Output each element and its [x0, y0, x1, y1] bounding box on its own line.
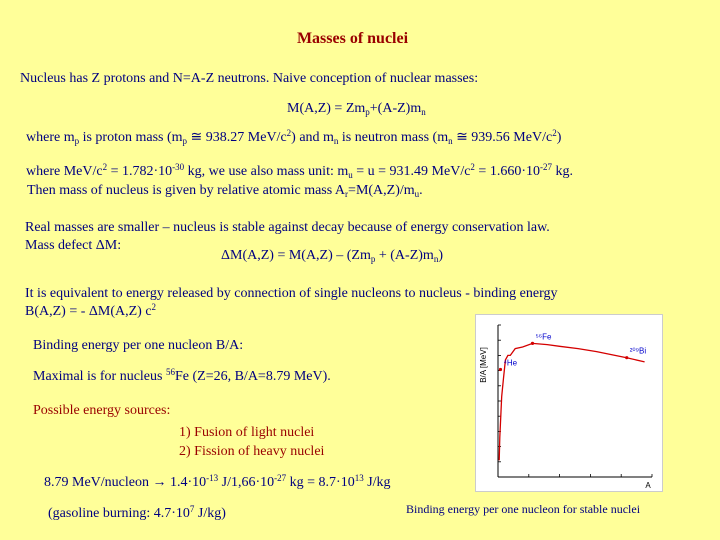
- intro-text: Nucleus has Z protons and N=A-Z neutrons. Naive conception of nuclear masses:: [20, 71, 479, 86]
- y-axis-label: B/A [MeV]: [479, 347, 488, 383]
- nucleus-label: ⁵⁶Fe: [535, 332, 552, 342]
- binding-energy-curve: [499, 343, 644, 460]
- chart-svg: [476, 315, 662, 491]
- naive-mass-formula: $M(A,Z) = Zm_p+(A-Z)m_n$: [287, 101, 426, 117]
- energy-sources-title: Possible energy sources:: [33, 403, 171, 418]
- gasoline-comparison: (gasoline burning: $4.7\cdot 10^7$ J/kg): [48, 504, 226, 521]
- source-fusion: 1) Fusion of light nuclei: [179, 425, 315, 440]
- nucleus-label: ⁴He: [503, 358, 518, 368]
- binding-energy-definition: B(A,Z) = - ΔM(A,Z) $c^2$: [25, 302, 157, 319]
- real-masses-text: Real masses are smaller – nucleus is stable against decay because of energy conservation law.: [25, 220, 550, 235]
- maximal-fe-text: Maximal is for nucleus $^{56}$Fe (Z=26, B/A=8.79 MeV).: [33, 367, 331, 384]
- mass-defect-label: Mass defect ΔM:: [25, 238, 122, 253]
- mass-defect-formula: $\Delta M(A,Z) = M(A,Z) - (Zm_p + (A-Z)m_n)$: [221, 248, 443, 264]
- mass-unit-line: where MeV/$c^2 = 1.782\cdot 10^{-30}$ kg, we use also mass unit: $m_u = u = 931.49$ MeV/$c^2 = 1.660\cdot 10^{-27}$ kg.: [26, 162, 573, 180]
- energy-per-kg-line: 8.79 MeV/nucleon → $1.4\cdot 10^{-13}$ $J/1,66\cdot 10^{-27}$ kg = $8.7\cdot 10^{13}$ J/kg: [44, 473, 391, 490]
- nucleus-label: ²⁰⁹Bi: [629, 346, 647, 356]
- relative-atomic-mass-line: Then mass of nucleus is given by relative atomic mass $A_r=M(A,Z)/m_u$.: [27, 183, 423, 199]
- proton-neutron-mass-line: where $m_p$ is proton mass ($m_p$ ≅ 938.27 MeV/$c^2$) and $m_n$ is neutron mass ($m_n$ ≅ 939.56 MeV/$c^2$): [26, 128, 562, 146]
- source-fission: 2) Fission of heavy nuclei: [179, 444, 325, 459]
- binding-energy-chart: [475, 314, 663, 492]
- nucleus-point: [625, 356, 628, 359]
- nucleus-point: [499, 368, 502, 371]
- page-title: Masses of nuclei: [296, 30, 409, 47]
- binding-energy-text: It is equivalent to energy released by connection of single nucleons to nucleus - binding energy: [25, 286, 558, 301]
- nucleus-point: [531, 342, 534, 345]
- chart-caption: Binding energy per one nucleon for stable nuclei: [406, 502, 641, 516]
- x-axis-label: A: [645, 481, 651, 490]
- per-nucleon-text: Binding energy per one nucleon B/A:: [33, 338, 244, 353]
